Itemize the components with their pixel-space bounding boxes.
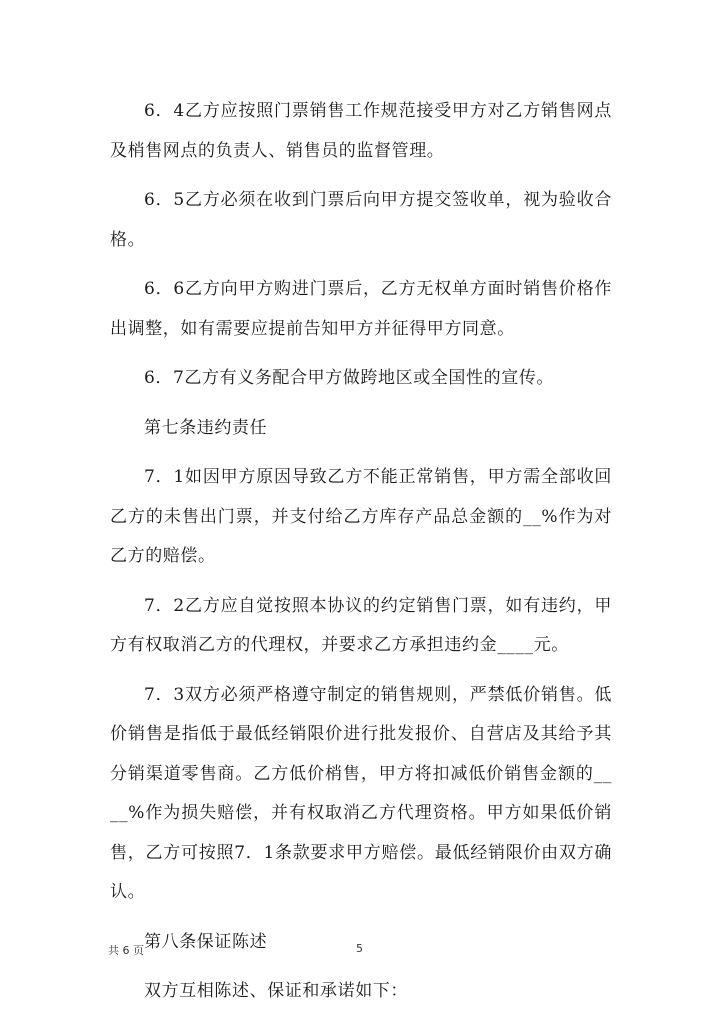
clause-7-1: 7．1如因甲方原因导致乙方不能正常销售，甲方需全部收回乙方的未售出门票，并支付给乙方库存产品总金额的__%作为对乙方的赔偿。	[110, 467, 612, 566]
clause-6-6: 6．6乙方向甲方购进门票后，乙方无权单方面时销售价格作出调整，如有需要应提前告知甲方并征得甲方同意。	[110, 279, 612, 339]
clause-6-7: 6．7乙方有义务配合甲方做跨地区或全国性的宣传。	[144, 368, 555, 388]
clause-6-5: 6．5乙方必须在收到门票后向甲方提交签收单，视为验收合格。	[110, 190, 612, 250]
section-heading-7: 第七条违约责任	[144, 417, 268, 438]
clause-7-3: 7．3双方必须严格遵守制定的销售规则，严禁低价销售。低价销售是指低于最低经销限价进行批发报价、自营店及其给予其分销渠道零售商。乙方低价梢售，甲方将扣减低价销售金额的____%作为损失赔偿，并有权取消乙方代理资格。甲方如果低价销售，乙方可按照7．1条款要求甲方赔偿。最低经销限价由双方确认。	[110, 684, 612, 902]
footer-total-pages: 共 6 页	[108, 944, 144, 957]
footer-page-number: 5	[356, 942, 363, 955]
clause-8-intro: 双方互相陈述、保证和承诺如下：	[144, 981, 408, 1001]
clause-6-4: 6．4乙方应按照门票销售工作规范接受甲方对乙方销售网点及梢售网点的负责人、销售员的监督管理。	[110, 101, 612, 161]
section-heading-8: 第八条保证陈述	[144, 931, 268, 952]
clause-7-2: 7．2乙方应自觉按照本协议的约定销售门票，如有违约，甲方有权取消乙方的代理权，并要求乙方承担违约金____元。	[110, 595, 612, 655]
page-content	[110, 92, 612, 1022]
